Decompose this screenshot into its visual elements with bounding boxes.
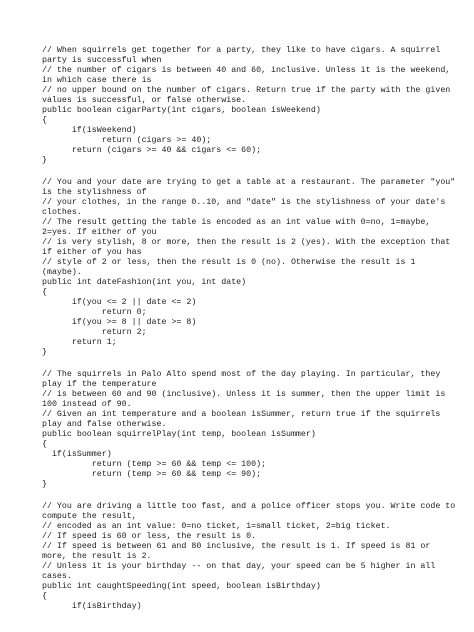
code-line: // the number of cigars is between 40 and 60, inclusive. Unless it is the weekend,: [42, 66, 451, 75]
code-line: // is between 60 and 90 (inclusive). Unless it is summer, then the upper limit is: [42, 390, 446, 399]
code-line: if(isWeekend): [42, 126, 137, 135]
code-line: public int caughtSpeeding(int speed, boolean isBirthday): [42, 582, 321, 591]
code-line: // You and your date are trying to get a table at a restaurant. The parameter "you": [42, 178, 456, 187]
code-line: play and false otherwise.: [42, 420, 167, 429]
code-line: // encoded as an int value: 0=no ticket, 1=small ticket, 2=big ticket.: [42, 522, 391, 531]
code-line: return 1;: [42, 338, 117, 347]
code-line: return 0;: [42, 308, 147, 317]
code-line: compute the result,: [42, 512, 137, 521]
code-line: }: [42, 348, 47, 357]
code-line: if(isSummer): [42, 450, 112, 459]
code-line: // no upper bound on the number of cigars. Return true if the party with the given: [42, 86, 451, 95]
code-line: public boolean squirrelPlay(int temp, boolean isSummer): [42, 430, 316, 439]
code-line: // When squirrels get together for a party, they like to have cigars. A squirrel: [42, 46, 441, 55]
code-line: // The squirrels in Palo Alto spend most of the day playing. In particular, they: [42, 370, 441, 379]
code-line: 2=yes. If either of you: [42, 228, 157, 237]
code-line: clothes.: [42, 208, 82, 217]
code-line: return (temp >= 60 && temp <= 100);: [42, 460, 267, 469]
code-line: {: [42, 116, 47, 125]
code-line: return 2;: [42, 328, 147, 337]
code-line: play if the temperature: [42, 380, 157, 389]
code-line: return (temp >= 60 && temp <= 90);: [42, 470, 262, 479]
code-line: 100 instead of 90.: [42, 400, 132, 409]
code-line: if either of you has: [42, 248, 142, 257]
code-line: party is successful when: [42, 56, 162, 65]
code-line: if(you <= 2 || date <= 2): [42, 298, 197, 307]
code-line: (maybe).: [42, 268, 82, 277]
code-line: values is successful, or false otherwise.: [42, 96, 247, 105]
code-line: public int dateFashion(int you, int date): [42, 278, 247, 287]
code-line: // style of 2 or less, then the result is 0 (no). Otherwise the result is 1: [42, 258, 416, 267]
code-line: public boolean cigarParty(int cigars, boolean isWeekend): [42, 106, 321, 115]
code-line: if(you >= 8 || date >= 8): [42, 318, 197, 327]
code-line: // is very stylish, 8 or more, then the result is 2 (yes). With the exception that: [42, 238, 451, 247]
code-line: // The result getting the table is encoded as an int value with 0=no, 1=maybe,: [42, 218, 431, 227]
code-line: // Given an int temperature and a boolean isSummer, return true if the squirrels: [42, 410, 441, 419]
code-line: cases.: [42, 572, 72, 581]
code-line: {: [42, 288, 47, 297]
code-line: is the stylishness of: [42, 188, 147, 197]
code-line: // You are driving a little too fast, and a police officer stops you. Write code to: [42, 502, 456, 511]
code-line: in which case there is: [42, 76, 152, 85]
code-line: // If speed is 60 or less, the result is 0.: [42, 532, 257, 541]
code-line: return (cigars >= 40);: [42, 136, 212, 145]
code-line: }: [42, 156, 47, 165]
code-line: // your clothes, in the range 0..10, and "date" is the stylishness of your date's: [42, 198, 446, 207]
code-line: if(isBirthday): [42, 602, 142, 611]
code-line: // If speed is between 61 and 80 inclusive, the result is 1. If speed is 81 or: [42, 542, 431, 551]
code-line: {: [42, 440, 47, 449]
code-line: }: [42, 480, 47, 489]
code-line: {: [42, 592, 47, 601]
code-line: more, the result is 2.: [42, 552, 152, 561]
code-line: return (cigars >= 40 && cigars <= 60);: [42, 146, 262, 155]
code-line: // Unless it is your birthday -- on that day, your speed can be 5 higher in all: [42, 562, 436, 571]
